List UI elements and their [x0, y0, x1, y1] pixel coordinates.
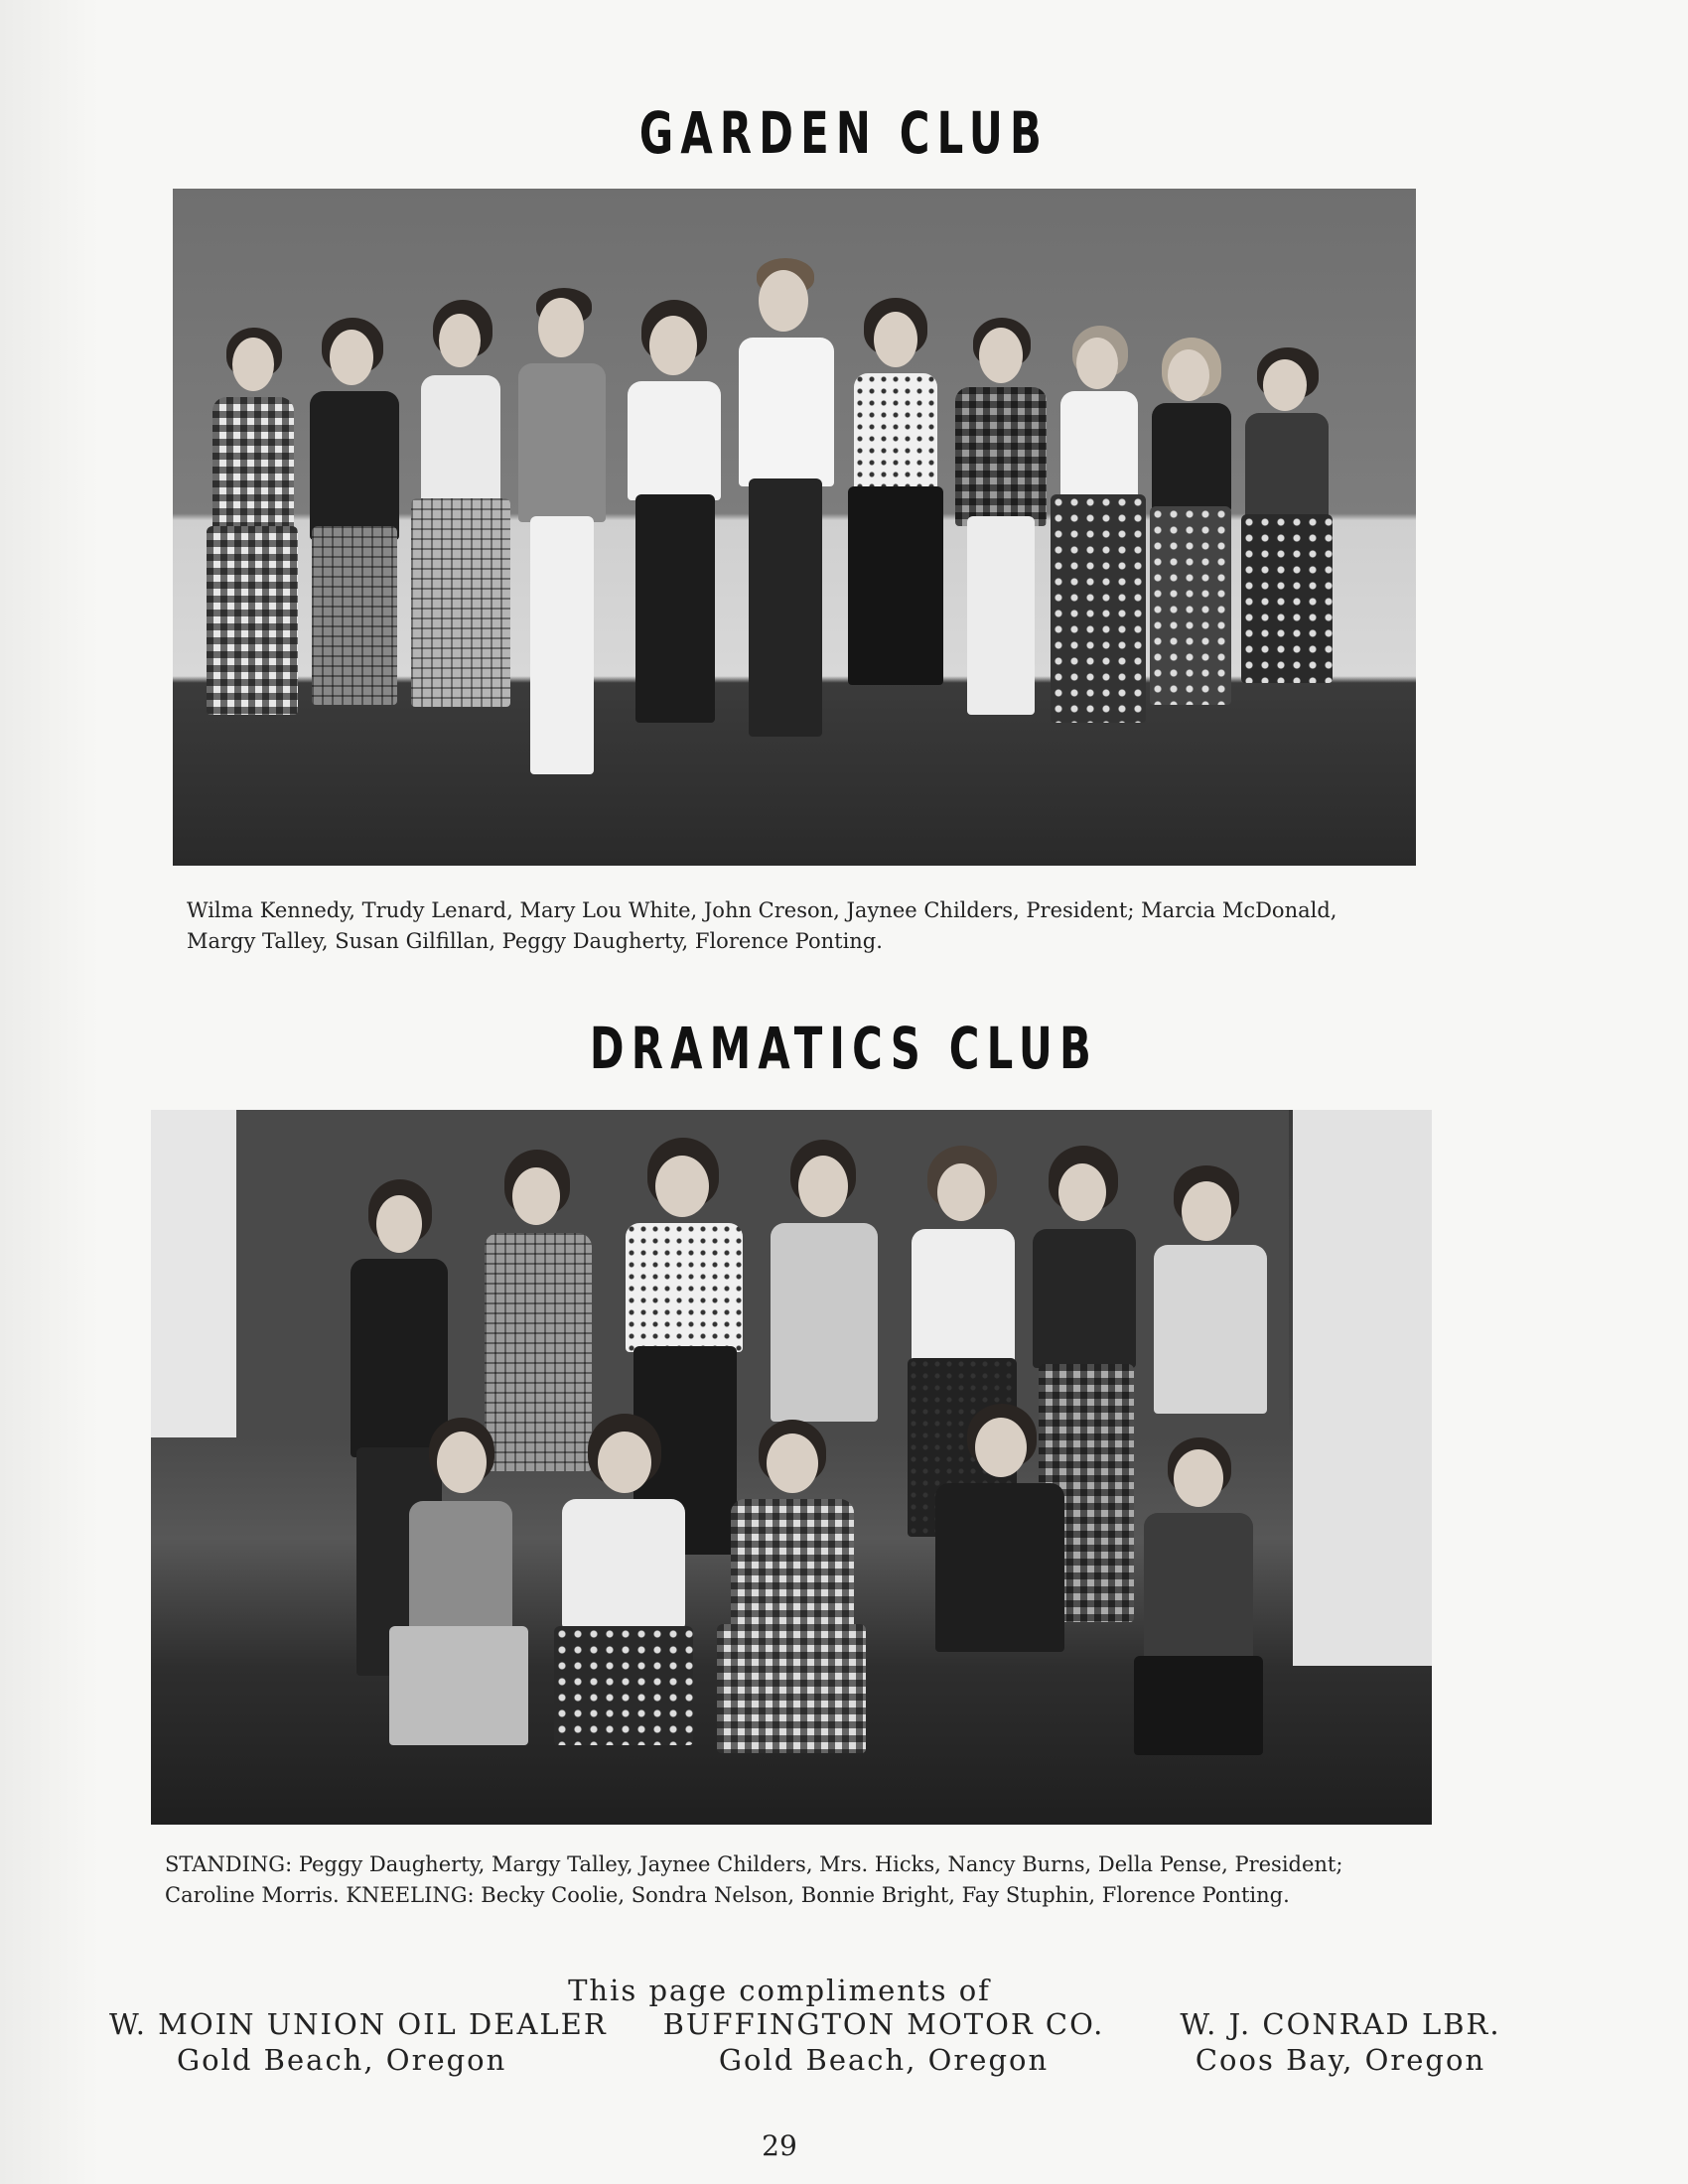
dramatics-club-photo	[151, 1110, 1432, 1825]
person-figure	[409, 300, 508, 796]
person-figure	[548, 1414, 697, 1771]
person-figure	[620, 300, 729, 796]
wall-panel	[1293, 1110, 1432, 1666]
advertiser-name: BUFFINGTON MOTOR CO.	[662, 2007, 1105, 2041]
person-figure	[844, 298, 947, 794]
dramatics-club-caption	[165, 1849, 1456, 1911]
person-figure	[925, 1404, 1074, 1761]
advertiser	[655, 2007, 1112, 2077]
person-figure	[304, 318, 403, 794]
wall-panel	[151, 1110, 236, 1437]
garden-club-photo	[173, 189, 1416, 866]
dramatics-club-heading: DRAMATICS CLUB	[589, 1015, 1099, 1082]
caption-line: Margy Talley, Susan Gilfillan, Peggy Daugherty, Florence Ponting.	[187, 929, 883, 953]
person-figure	[765, 1140, 884, 1437]
advertiser-city: Gold Beach, Oregon	[177, 2043, 507, 2077]
garden-club-caption	[187, 895, 1458, 957]
advertiser	[1132, 2007, 1549, 2077]
person-figure	[510, 288, 614, 804]
person-figure	[951, 318, 1051, 784]
person-figure	[1146, 1165, 1275, 1463]
garden-club-heading: GARDEN CLUB	[638, 99, 1050, 167]
advertiser-city: Gold Beach, Oregon	[718, 2043, 1050, 2077]
person-figure	[1051, 326, 1146, 782]
caption-line: STANDING: Peggy Daugherty, Margy Talley, Jaynee Childers, Mrs. Hicks, Nancy Burns, Della Pense, President;	[165, 1852, 1343, 1876]
person-figure	[1239, 347, 1335, 784]
person-figure	[717, 1420, 866, 1777]
person-figure	[389, 1418, 528, 1775]
person-figure	[904, 1146, 1023, 1443]
compliments-line: This page compliments of	[568, 1974, 991, 2007]
caption-line: Wilma Kennedy, Trudy Lenard, Mary Lou White, John Creson, Jaynee Childers, President; Marcia McDonald,	[187, 898, 1337, 922]
person-figure	[731, 258, 840, 794]
page-edge	[0, 0, 99, 2184]
person-figure	[1146, 338, 1235, 784]
caption-line: Caroline Morris. KNEELING: Becky Coolie, Sondra Nelson, Bonnie Bright, Fay Stuphin, Florence Ponting.	[165, 1883, 1290, 1907]
advertiser-city: Coos Bay, Oregon	[1195, 2043, 1486, 2077]
advertiser-name: W. MOIN UNION OIL DEALER	[109, 2007, 608, 2041]
person-figure	[203, 328, 302, 794]
page-number: 29	[762, 2129, 797, 2162]
person-figure	[1134, 1437, 1263, 1775]
advertiser	[109, 2007, 645, 2077]
advertiser-name: W. J. CONRAD LBR.	[1180, 2007, 1501, 2041]
